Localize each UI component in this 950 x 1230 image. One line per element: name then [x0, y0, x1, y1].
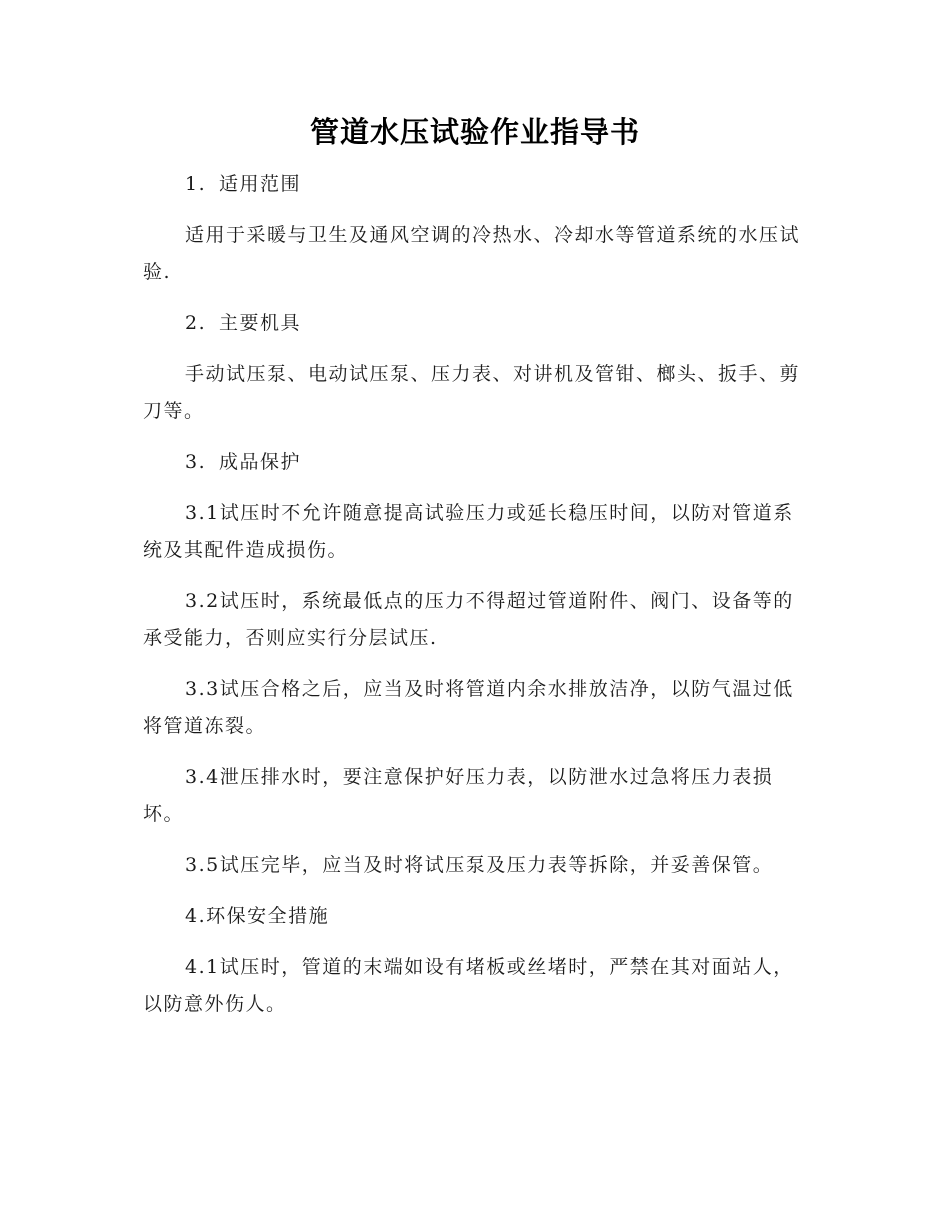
paragraph-tools: 手动试压泵、电动试压泵、压力表、对讲机及管钳、榔头、扳手、剪刀等。	[143, 363, 801, 422]
section-title: 适用范围	[219, 173, 302, 195]
section-title: 成品保护	[219, 451, 302, 473]
paragraph-3-1: 3.1试压时不允许随意提高试验压力或延长稳压时间，以防对管道系统及其配件造成损伤。	[143, 502, 794, 561]
section-number: 1.	[185, 173, 207, 195]
section-number: 3.	[185, 451, 207, 473]
section-heading-safety	[143, 898, 808, 935]
section-heading-tools	[143, 305, 808, 342]
page-title: 管道水压试验作业指导书	[309, 115, 640, 149]
section-number: 4.	[185, 905, 207, 927]
paragraph-4-1: 4.1试压时，管道的末端如设有堵板或丝堵时，严禁在其对面站人，以防意外伤人。	[143, 956, 794, 1015]
section-heading-scope	[143, 166, 808, 203]
section-number: 2.	[185, 312, 207, 334]
paragraph-3-4: 3.4泄压排水时，要注意保护好压力表，以防泄水过急将压力表损坏。	[143, 766, 774, 825]
section-title: 环保安全措施	[206, 905, 330, 927]
paragraph-3-3: 3.3试压合格之后，应当及时将管道内余水排放洁净，以防气温过低将管道冻裂。	[143, 678, 794, 737]
paragraph-3-5: 3.5试压完毕，应当及时将试压泵及压力表等拆除，并妥善保管。	[185, 854, 774, 876]
section-heading-protection	[143, 444, 808, 481]
paragraph-scope: 适用于采暖与卫生及通风空调的冷热水、冷却水等管道系统的水压试验.	[143, 224, 801, 283]
section-title: 主要机具	[219, 312, 302, 334]
document-body	[143, 166, 808, 1037]
paragraph-3-2: 3.2试压时，系统最低点的压力不得超过管道附件、阀门、设备等的承受能力，否则应实行分层试压.	[143, 590, 794, 649]
